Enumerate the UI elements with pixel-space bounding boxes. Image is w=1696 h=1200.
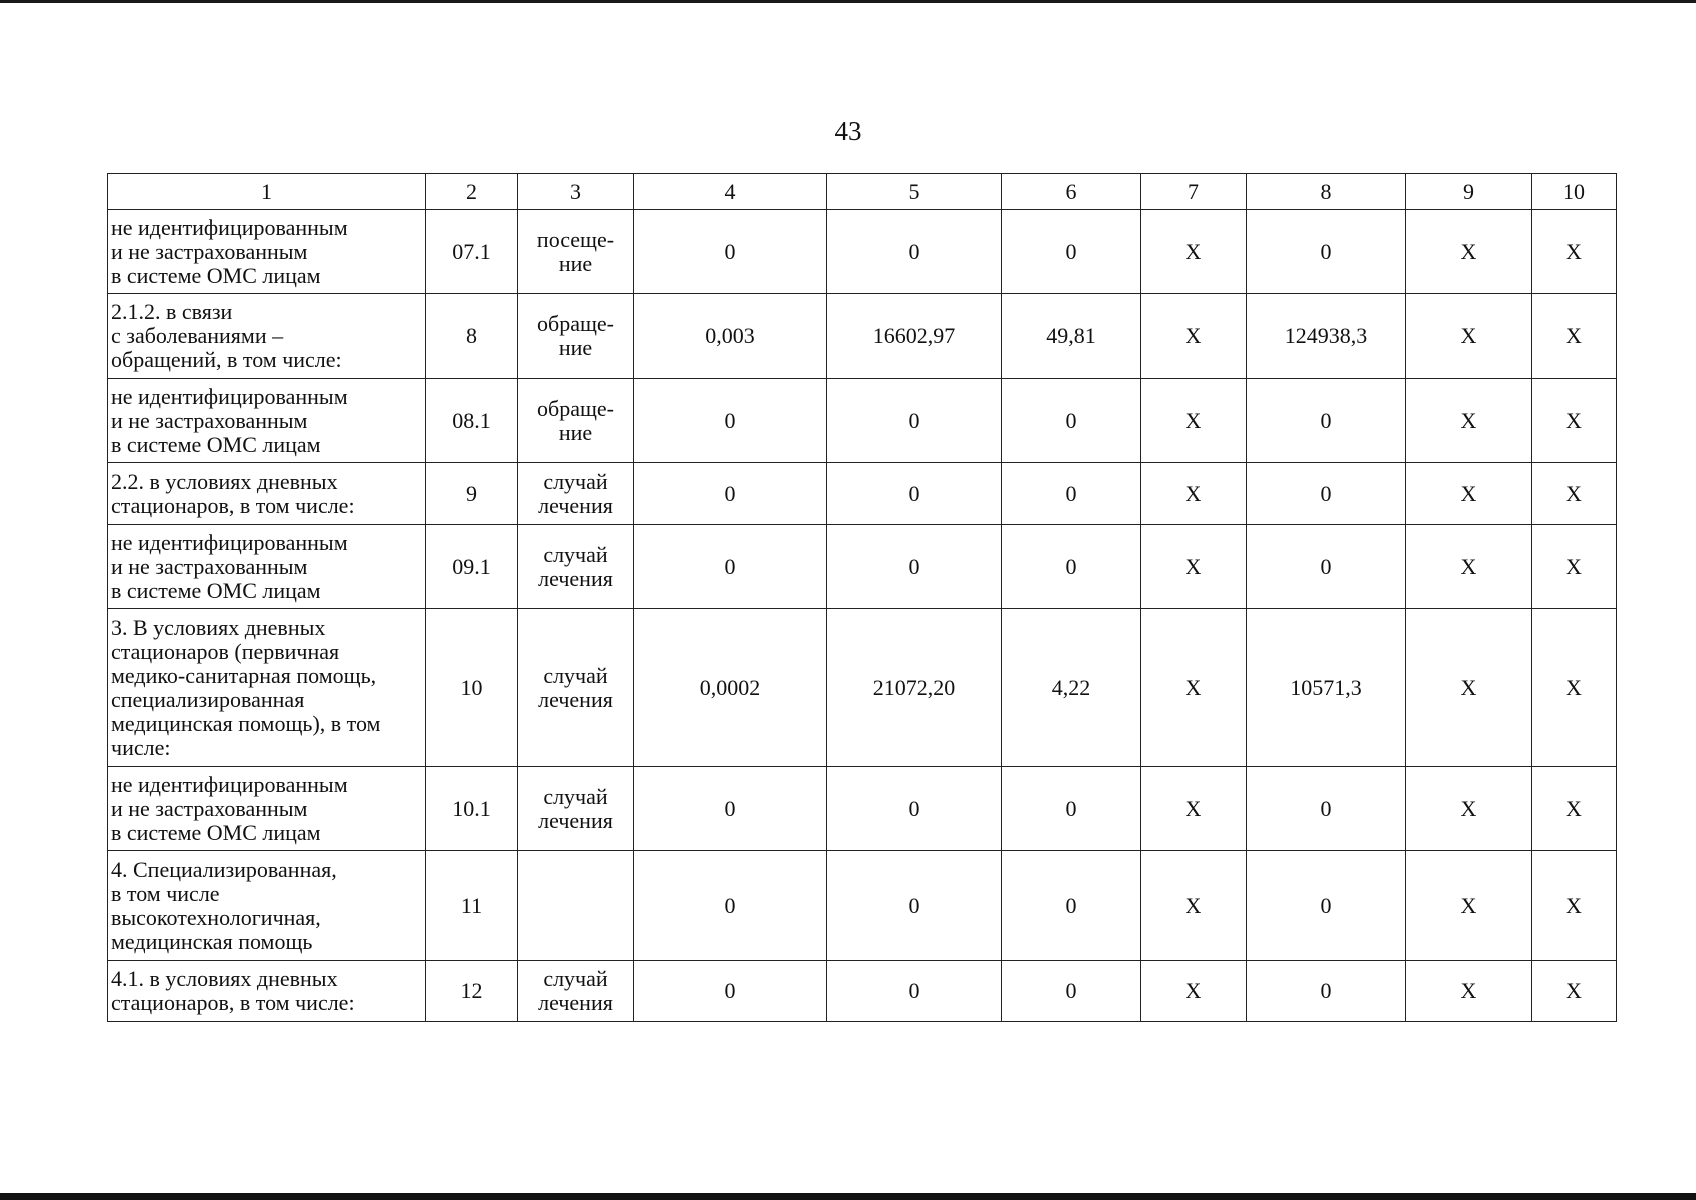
value-cell-8: 10571,3 bbox=[1247, 609, 1406, 767]
row-unit-cell bbox=[518, 379, 634, 463]
row-unit-line: лечения bbox=[538, 686, 613, 712]
row-name-line: в системе ОМС лицам bbox=[111, 431, 321, 457]
row-name-line: обращений, в том числе: bbox=[111, 347, 342, 372]
value-cell-6: 0 bbox=[1002, 767, 1141, 851]
value-cell-6: 0 bbox=[1002, 525, 1141, 609]
row-code-cell: 12 bbox=[426, 961, 518, 1022]
row-name-line: не идентифицированным bbox=[111, 771, 348, 797]
value-cell-10: X bbox=[1532, 609, 1617, 767]
column-header: 1 bbox=[108, 174, 426, 210]
row-unit-line: лечения bbox=[538, 565, 613, 591]
value-cell-8: 124938,3 bbox=[1247, 294, 1406, 379]
row-name-line: стационаров, в том числе: bbox=[111, 990, 355, 1015]
row-name-line: в системе ОМС лицам bbox=[111, 577, 321, 603]
value-cell-6: 0 bbox=[1002, 961, 1141, 1022]
row-code-cell: 11 bbox=[426, 851, 518, 961]
row-unit-cell bbox=[518, 525, 634, 609]
row-name-line: числе: bbox=[111, 734, 171, 760]
value-cell-5: 0 bbox=[827, 210, 1002, 294]
value-cell-5: 16602,97 bbox=[827, 294, 1002, 379]
column-header: 2 bbox=[426, 174, 518, 210]
row-unit-line: лечения bbox=[538, 807, 613, 833]
row-unit-line: случай bbox=[543, 662, 608, 688]
row-name-line: и не застрахованным bbox=[111, 238, 308, 264]
table-row bbox=[108, 210, 1617, 294]
row-unit-line: ние bbox=[558, 250, 593, 276]
value-cell-7: X bbox=[1141, 525, 1247, 609]
value-cell-4: 0 bbox=[634, 961, 827, 1022]
value-cell-8: 0 bbox=[1247, 210, 1406, 294]
row-unit-line: ние bbox=[558, 419, 593, 445]
value-cell-5: 0 bbox=[827, 851, 1002, 961]
row-name-line: в системе ОМС лицам bbox=[111, 262, 321, 288]
value-cell-6: 4,22 bbox=[1002, 609, 1141, 767]
value-cell-6: 0 bbox=[1002, 210, 1141, 294]
row-name-line: 3. В условиях дневных bbox=[111, 614, 326, 640]
row-unit-line: случай bbox=[543, 966, 608, 991]
row-name-cell bbox=[108, 961, 426, 1022]
value-cell-10: X bbox=[1532, 379, 1617, 463]
table-row bbox=[108, 851, 1617, 961]
value-cell-7: X bbox=[1141, 379, 1247, 463]
value-cell-8: 0 bbox=[1247, 851, 1406, 961]
value-cell-9: X bbox=[1406, 851, 1532, 961]
value-cell-9: X bbox=[1406, 210, 1532, 294]
value-cell-6: 0 bbox=[1002, 851, 1141, 961]
row-code-cell: 10 bbox=[426, 609, 518, 767]
value-cell-4: 0 bbox=[634, 463, 827, 525]
row-name-cell bbox=[108, 609, 426, 767]
table-row bbox=[108, 525, 1617, 609]
value-cell-10: X bbox=[1532, 463, 1617, 525]
value-cell-9: X bbox=[1406, 463, 1532, 525]
value-cell-7: X bbox=[1141, 463, 1247, 525]
row-unit-line: случай bbox=[543, 468, 608, 494]
value-cell-10: X bbox=[1532, 851, 1617, 961]
value-cell-8: 0 bbox=[1247, 379, 1406, 463]
page-number: 43 bbox=[834, 116, 862, 146]
data-table bbox=[107, 173, 1617, 1022]
value-cell-7: X bbox=[1141, 767, 1247, 851]
row-name-cell bbox=[108, 767, 426, 851]
row-code-cell: 10.1 bbox=[426, 767, 518, 851]
row-unit-cell bbox=[518, 463, 634, 525]
row-name-cell bbox=[108, 379, 426, 463]
table-row bbox=[108, 463, 1617, 525]
value-cell-4: 0 bbox=[634, 851, 827, 961]
row-code-cell: 07.1 bbox=[426, 210, 518, 294]
value-cell-9: X bbox=[1406, 379, 1532, 463]
value-cell-10: X bbox=[1532, 767, 1617, 851]
row-name-line: не идентифицированным bbox=[111, 529, 348, 555]
row-unit-line: ние bbox=[558, 335, 593, 360]
value-cell-8: 0 bbox=[1247, 525, 1406, 609]
value-cell-5: 0 bbox=[827, 463, 1002, 525]
value-cell-8: 0 bbox=[1247, 463, 1406, 525]
table-row bbox=[108, 961, 1617, 1022]
value-cell-6: 49,81 bbox=[1002, 294, 1141, 379]
table-row bbox=[108, 767, 1617, 851]
value-cell-10: X bbox=[1532, 961, 1617, 1022]
value-cell-9: X bbox=[1406, 767, 1532, 851]
value-cell-5: 21072,20 bbox=[827, 609, 1002, 767]
column-header: 3 bbox=[518, 174, 634, 210]
row-name-line: специализированная bbox=[111, 686, 305, 712]
column-header: 4 bbox=[634, 174, 827, 210]
column-header: 6 bbox=[1002, 174, 1141, 210]
row-name-line: стационаров, в том числе: bbox=[111, 492, 355, 518]
column-header: 9 bbox=[1406, 174, 1532, 210]
row-name-line: и не застрахованным bbox=[111, 407, 308, 433]
row-code-cell: 8 bbox=[426, 294, 518, 379]
value-cell-4: 0,0002 bbox=[634, 609, 827, 767]
column-header: 8 bbox=[1247, 174, 1406, 210]
value-cell-8: 0 bbox=[1247, 961, 1406, 1022]
row-unit-cell bbox=[518, 210, 634, 294]
value-cell-4: 0,003 bbox=[634, 294, 827, 379]
value-cell-9: X bbox=[1406, 525, 1532, 609]
value-cell-5: 0 bbox=[827, 379, 1002, 463]
row-name-line: и не застрахованным bbox=[111, 553, 308, 579]
row-name-line: и не застрахованным bbox=[111, 795, 308, 821]
value-cell-5: 0 bbox=[827, 767, 1002, 851]
value-cell-7: X bbox=[1141, 851, 1247, 961]
value-cell-5: 0 bbox=[827, 961, 1002, 1022]
row-name-line: в системе ОМС лицам bbox=[111, 819, 321, 845]
value-cell-7: X bbox=[1141, 961, 1247, 1022]
row-code-cell: 08.1 bbox=[426, 379, 518, 463]
scan-edge-bottom bbox=[0, 1193, 1696, 1200]
row-name-line: 4.1. в условиях дневных bbox=[111, 966, 338, 991]
row-name-line: 4. Специализированная, bbox=[111, 856, 337, 882]
row-name-cell bbox=[108, 294, 426, 379]
row-code-cell: 09.1 bbox=[426, 525, 518, 609]
row-unit-line: случай bbox=[543, 783, 608, 809]
row-name-line: медицинская помощь bbox=[111, 928, 313, 954]
row-name-line: высокотехнологичная, bbox=[111, 904, 321, 930]
row-name-line: не идентифицированным bbox=[111, 383, 348, 409]
table-body bbox=[108, 174, 1617, 1022]
value-cell-4: 0 bbox=[634, 525, 827, 609]
row-unit-cell bbox=[518, 294, 634, 379]
row-unit-cell bbox=[518, 609, 634, 767]
row-name-line: стационаров (первичная bbox=[111, 638, 340, 664]
row-unit-cell bbox=[518, 851, 634, 961]
value-cell-7: X bbox=[1141, 210, 1247, 294]
row-name-line: в том числе bbox=[111, 880, 220, 906]
value-cell-9: X bbox=[1406, 961, 1532, 1022]
value-cell-6: 0 bbox=[1002, 379, 1141, 463]
row-name-line: с заболеваниями – bbox=[111, 323, 284, 348]
scan-edge-top bbox=[0, 0, 1696, 3]
row-unit-line: посеще- bbox=[536, 226, 615, 252]
row-code-cell: 9 bbox=[426, 463, 518, 525]
row-unit-line: лечения bbox=[538, 492, 613, 518]
value-cell-9: X bbox=[1406, 609, 1532, 767]
row-unit-line: обраще- bbox=[537, 395, 614, 421]
row-unit-line: обраще- bbox=[537, 311, 614, 336]
value-cell-8: 0 bbox=[1247, 767, 1406, 851]
value-cell-10: X bbox=[1532, 525, 1617, 609]
row-name-cell bbox=[108, 851, 426, 961]
value-cell-4: 0 bbox=[634, 767, 827, 851]
value-cell-10: X bbox=[1532, 210, 1617, 294]
row-name-line: 2.1.2. в связи bbox=[111, 299, 233, 324]
row-name-cell bbox=[108, 463, 426, 525]
column-header: 7 bbox=[1141, 174, 1247, 210]
table-row bbox=[108, 609, 1617, 767]
column-number-row bbox=[108, 174, 1617, 210]
row-name-cell bbox=[108, 525, 426, 609]
value-cell-7: X bbox=[1141, 609, 1247, 767]
value-cell-4: 0 bbox=[634, 210, 827, 294]
column-header: 10 bbox=[1532, 174, 1617, 210]
row-unit-line: лечения bbox=[538, 990, 613, 1015]
value-cell-7: X bbox=[1141, 294, 1247, 379]
value-cell-10: X bbox=[1532, 294, 1617, 379]
row-unit-line: случай bbox=[543, 541, 608, 567]
value-cell-9: X bbox=[1406, 294, 1532, 379]
table-row bbox=[108, 379, 1617, 463]
column-header: 5 bbox=[827, 174, 1002, 210]
row-name-line: медицинская помощь), в том bbox=[111, 710, 381, 736]
value-cell-5: 0 bbox=[827, 525, 1002, 609]
row-name-line: медико-санитарная помощь, bbox=[111, 662, 377, 688]
row-name-line: 2.2. в условиях дневных bbox=[111, 468, 338, 494]
row-name-cell bbox=[108, 210, 426, 294]
value-cell-4: 0 bbox=[634, 379, 827, 463]
row-unit-cell bbox=[518, 767, 634, 851]
row-name-line: не идентифицированным bbox=[111, 214, 348, 240]
table-row bbox=[108, 294, 1617, 379]
row-unit-cell bbox=[518, 961, 634, 1022]
value-cell-6: 0 bbox=[1002, 463, 1141, 525]
